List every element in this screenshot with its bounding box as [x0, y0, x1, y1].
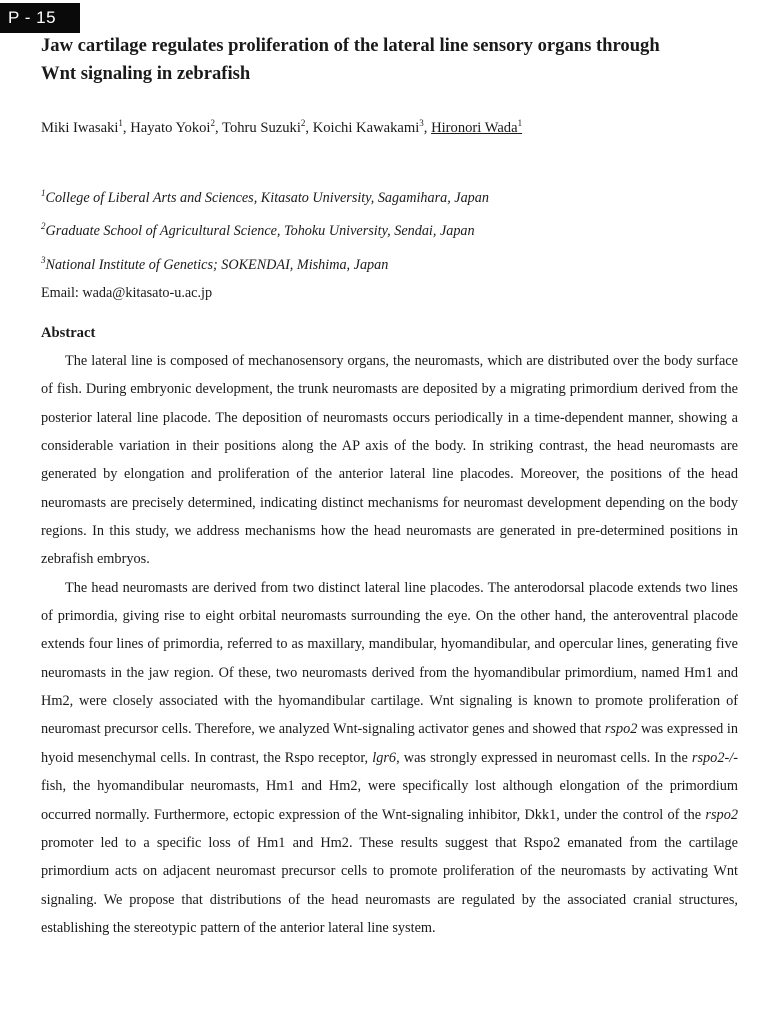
- affiliation-number: 1: [41, 188, 46, 198]
- text-run: was expressed in hyoid mesenchymal cells. In contrast, the Rspo receptor,: [41, 721, 738, 766]
- author: [130, 120, 222, 136]
- affiliation-number: 2: [41, 221, 46, 232]
- author-name: Tohru Suzuki: [222, 120, 301, 136]
- affiliation: [41, 212, 489, 245]
- abstract-heading: Abstract: [41, 325, 96, 341]
- affiliation-text: National Institute of Genetics; SOKENDAI, Mishima, Japan: [45, 256, 389, 273]
- author-name: Hironori Wada: [431, 120, 518, 136]
- gene-name: rspo2: [705, 806, 738, 823]
- author-name: Koichi Kawakami: [312, 120, 420, 136]
- text-run: , was strongly expressed in neuromast cells. In the: [396, 749, 692, 766]
- affiliation-marker: 3: [419, 118, 424, 128]
- title-line: Wnt signaling in zebrafish: [41, 63, 251, 84]
- abstract-paragraph: [41, 574, 738, 942]
- gene-name: lgr6: [372, 749, 397, 766]
- affiliation: [41, 179, 489, 212]
- affiliation-text: College of Liberal Arts and Sciences, Kitasato University, Sagamihara, Japan: [45, 190, 489, 206]
- text-run: promoter led to a specific loss of Hm1 and Hm2. These results suggest that Rspo2 emanated from the cartilage primordium acts on adjacent neuromast precursor cells to promote proliferation of the neuromasts by activating Wnt signaling. We propose that distributions of the head neuromasts are regulated by the associated cranial structures, establishing the stereotypic pattern of the anterior lateral line system.: [41, 834, 738, 936]
- mutant-name: rspo2-/-: [691, 749, 738, 766]
- title-line: Jaw cartilage regulates proliferation of the lateral line sensory organs through: [41, 35, 660, 56]
- affiliation-marker: 1: [118, 118, 123, 128]
- author: [313, 120, 431, 136]
- affiliation-number: 3: [41, 254, 46, 265]
- author-list: [41, 118, 522, 137]
- gene-name: rspo2: [604, 721, 638, 738]
- text-run: fish, the hyomandibular neuromasts, Hm1 and Hm2, were specifically lost although elongation of the primordium occurred normally. Furthermore, ectopic expression of the Wnt-signaling inhibitor, Dkk1, under the control of the: [41, 778, 738, 823]
- presenting-author: [431, 120, 522, 136]
- author: [222, 120, 313, 136]
- abstract-body: [41, 347, 738, 942]
- affiliation-text: Graduate School of Agricultural Science, Tohoku University, Sendai, Japan: [45, 223, 475, 240]
- affiliation: [41, 246, 489, 279]
- paper-title: [41, 32, 741, 88]
- affiliation-marker: 1: [517, 118, 523, 128]
- affiliation-marker: 2: [210, 118, 215, 128]
- author: [41, 120, 130, 136]
- author-name: Miki Iwasaki: [41, 120, 119, 136]
- abstract-paragraph: The lateral line is composed of mechanosensory organs, the neuromasts, which are distributed over the body surface of fish. During embryonic development, the trunk neuromasts are deposited by a migrating primordium derived from the posterior lateral line placode. The deposition of neuromasts occurs periodically in a time-dependent manner, showing a considerable variation in their positions along the AP axis of the body. In striking contrast, the head neuromasts are generated by elongation and proliferation of the anterior lateral line placodes. Moreover, the positions of the head neuromasts are precisely determined, indicating distinct mechanisms for neuromast development depending on the body regions. In this study, we address mechanisms how the head neuromasts are generated in pre-determined positions in zebrafish embryos.: [41, 353, 738, 568]
- text-run: The head neuromasts are derived from two distinct lateral line placodes. The anterodorsal placode extends two lines of primordia, giving rise to eight orbital neuromasts surrounding the eye. On the other hand, the anteroventral placode extends four lines of primordia, referred to as maxillary, mandibular, hyomandibular, and opercular lines, generating five neuromasts in the jaw region. Of these, two neuromasts derived from the hyomandibular primordium, named Hm1 and Hm2, were closely associated with the hyomandibular cartilage. Wnt signaling is known to promote proliferation of neuromast precursor cells. Therefore, we analyzed Wnt-signaling activator genes and showed that: [41, 579, 738, 738]
- separator: ,: [215, 120, 223, 136]
- affiliation-list: [41, 179, 489, 307]
- separator: ,: [423, 120, 432, 136]
- poster-number-label: P - 15: [0, 3, 80, 33]
- separator: ,: [305, 120, 313, 136]
- contact-email: Email: wada@kitasato-u.ac.jp: [41, 284, 213, 301]
- separator: ,: [122, 120, 131, 136]
- affiliation-marker: 2: [300, 118, 306, 128]
- author-name: Hayato Yokoi: [130, 120, 211, 136]
